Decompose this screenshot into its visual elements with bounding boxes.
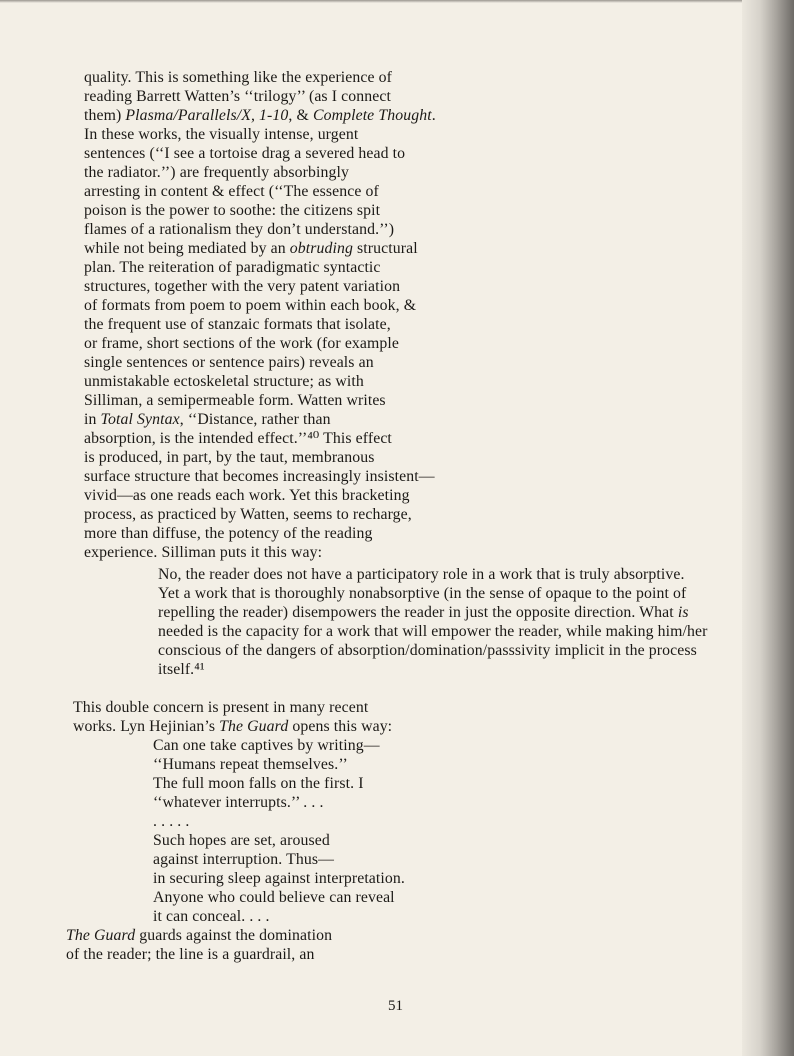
text-line (84, 543, 322, 562)
text-run: repelling the reader) disempowers the reader in just the opposite direction. What (158, 604, 678, 621)
text-line (84, 258, 381, 277)
text-line (84, 144, 405, 163)
text-run: Silliman, a semipermeable form. Watten writes (84, 392, 386, 409)
text-run: or frame, short sections of the work (for example (84, 335, 400, 352)
text-line (84, 448, 375, 467)
text-line (66, 945, 315, 964)
text-line (158, 622, 708, 641)
text-line (66, 926, 332, 945)
text-line (153, 736, 380, 755)
text-line (84, 334, 399, 353)
text-line (73, 698, 368, 717)
italic-text: obtruding (289, 240, 353, 257)
text-run: No, the reader does not have a participatory role in a work that is truly absorptive. (158, 566, 685, 583)
text-run: ‘‘whatever interrupts.’’ . . . (153, 794, 324, 811)
italic-text: is (677, 604, 689, 621)
text-run: the radiator.’’) are frequently absorbingly (84, 164, 349, 181)
text-run: experience. Silliman puts it this way: (84, 544, 323, 561)
text-run: sentences (‘‘I see a tortoise drag a severed head to (84, 145, 406, 162)
text-run: unmistakable ectoskeletal structure; as with (84, 373, 364, 390)
text-line (84, 68, 392, 87)
text-line (84, 182, 379, 201)
text-run: reading Barrett Watten’s ‘‘trilogy’’ (as I connect (84, 88, 391, 105)
text-line (153, 793, 324, 812)
text-run: itself.⁴¹ (158, 661, 205, 678)
text-run: absorption, is the intended effect.’’⁴⁰ This effect (84, 430, 392, 447)
text-line (158, 603, 689, 622)
page-top-shadow (0, 0, 794, 3)
text-run: ‘‘Humans repeat themselves.’’ (153, 756, 348, 773)
italic-text: The Guard (219, 718, 289, 735)
text-run: guards against the domination (135, 927, 333, 944)
text-line (153, 850, 334, 869)
text-run: . . . . . (153, 813, 190, 830)
text-line (153, 774, 364, 793)
text-run: , ‘‘Distance, rather than (179, 411, 331, 428)
text-run: arresting in content & effect (‘‘The essence of (84, 183, 379, 200)
text-run: quality. This is something like the experience of (84, 69, 393, 86)
book-gutter-shadow (742, 0, 794, 1056)
text-run: structures, together with the very patent variation (84, 278, 401, 295)
text-run: is produced, in part, by the taut, membranous (84, 449, 375, 466)
text-line (84, 429, 392, 448)
page-number: 51 (388, 998, 403, 1014)
text-line (153, 869, 405, 888)
text-run: flames of a rationalism they don’t understand.’’) (84, 221, 395, 238)
text-run: in (84, 411, 101, 428)
text-line (84, 391, 386, 410)
text-line (158, 565, 685, 584)
text-line (84, 239, 418, 258)
text-line (84, 353, 374, 372)
text-line (84, 410, 331, 429)
text-line (84, 372, 364, 391)
text-line (84, 201, 380, 220)
text-line (153, 812, 189, 831)
text-run: them) (84, 107, 126, 124)
text-run: . (431, 107, 436, 124)
text-run: of formats from poem to poem within each book, & (84, 297, 417, 314)
text-line (84, 277, 400, 296)
text-line (73, 717, 392, 736)
text-run: Can one take captives by writing— (153, 737, 380, 754)
text-run: , & (288, 107, 313, 124)
text-line (153, 907, 270, 926)
text-line (158, 660, 205, 679)
text-line (84, 106, 436, 125)
text-line (84, 315, 391, 334)
text-line (153, 888, 395, 907)
text-run: process, as practiced by Watten, seems to recharge, (84, 506, 412, 523)
text-line (158, 584, 686, 603)
text-run: Anyone who could believe can reveal (153, 889, 395, 906)
text-run: works. Lyn Hejinian’s (73, 718, 220, 735)
text-run: Yet a work that is thoroughly nonabsorptive (in the sense of opaque to the point of (158, 585, 687, 602)
text-run: needed is the capacity for a work that will empower the reader, while making him/her (158, 623, 708, 640)
text-run: against interruption. Thus— (153, 851, 334, 868)
text-line (84, 467, 435, 486)
text-run: in securing sleep against interpretation. (153, 870, 405, 887)
text-run: of the reader; the line is a guardrail, an (66, 946, 315, 963)
text-run: This double concern is present in many recent (73, 699, 369, 716)
text-run: opens this way: (288, 718, 393, 735)
text-line (84, 296, 416, 315)
text-line (84, 87, 391, 106)
text-run: The full moon falls on the first. I (153, 775, 364, 792)
text-line (84, 505, 412, 524)
text-run: vivid—as one reads each work. Yet this bracketing (84, 487, 410, 504)
text-line (84, 125, 358, 144)
text-run: plan. The reiteration of paradigmatic syntactic (84, 259, 381, 276)
text-run: surface structure that becomes increasingly insistent— (84, 468, 435, 485)
text-line (84, 486, 410, 505)
italic-text: Plasma/Parallels/X, 1-10 (125, 107, 289, 124)
text-line (158, 641, 697, 660)
text-line (153, 755, 348, 774)
text-run: single sentences or sentence pairs) reveals an (84, 354, 374, 371)
text-run: while not being mediated by an (84, 240, 290, 257)
text-run: Such hopes are set, aroused (153, 832, 330, 849)
text-line (84, 524, 372, 543)
text-line (84, 163, 349, 182)
italic-text: Total Syntax (100, 411, 180, 428)
text-line (84, 220, 394, 239)
text-line (153, 831, 330, 850)
text-run: the frequent use of stanzaic formats that isolate, (84, 316, 391, 333)
text-run: In these works, the visually intense, urgent (84, 126, 359, 143)
italic-text: Complete Thought (312, 107, 432, 124)
italic-text: The Guard (66, 927, 136, 944)
text-run: structural (353, 240, 418, 257)
text-run: it can conceal. . . . (153, 908, 270, 925)
text-run: more than diffuse, the potency of the reading (84, 525, 373, 542)
text-run: conscious of the dangers of absorption/domination/passsivity implicit in the process (158, 642, 697, 659)
text-run: poison is the power to soothe: the citizens spit (84, 202, 381, 219)
